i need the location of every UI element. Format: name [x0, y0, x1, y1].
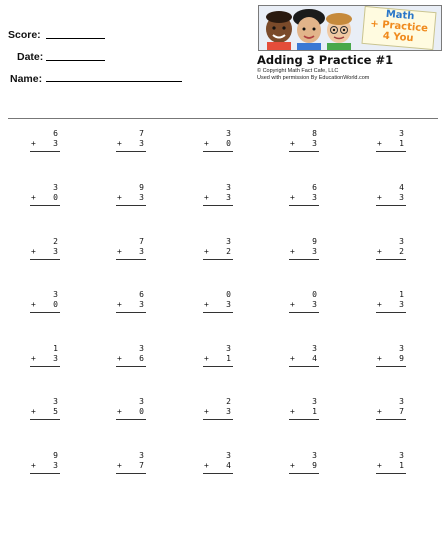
addition-problem: [114, 290, 146, 330]
problem-top-number: 3: [312, 397, 317, 406]
plus-sign: +: [31, 300, 36, 309]
permission-text: Used with permission By EducationWorld.com: [257, 75, 370, 81]
answer-line[interactable]: [376, 419, 406, 420]
problem-top-number: 3: [399, 397, 404, 406]
date-label: Date:: [17, 51, 44, 63]
problem-bottom-number: 3: [139, 193, 144, 202]
plus-sign: +: [31, 247, 36, 256]
plus-sign: +: [377, 247, 382, 256]
problem-bottom-number: 3: [139, 300, 144, 309]
problem-bottom-number: 9: [399, 354, 404, 363]
problem-top-number: 6: [53, 129, 58, 138]
addition-problem: [374, 129, 406, 169]
addition-problem: [201, 397, 233, 437]
problem-top-number: 4: [399, 183, 404, 192]
worksheet-title: Adding 3 Practice #1: [257, 53, 394, 67]
addition-problem: [374, 344, 406, 384]
problem-bottom-number: 1: [226, 354, 231, 363]
plus-sign: +: [290, 300, 295, 309]
answer-line[interactable]: [30, 419, 60, 420]
addition-problem: [28, 290, 60, 330]
problem-top-number: 3: [399, 129, 404, 138]
logo-line-1: Math: [385, 8, 415, 23]
answer-line[interactable]: [30, 473, 60, 474]
problem-top-number: 9: [312, 237, 317, 246]
problem-bottom-number: 9: [312, 461, 317, 470]
problem-bottom-number: 0: [226, 139, 231, 148]
plus-sign: +: [31, 354, 36, 363]
answer-line[interactable]: [30, 205, 60, 206]
plus-sign: +: [204, 300, 209, 309]
answer-line[interactable]: [203, 205, 233, 206]
problem-bottom-number: 1: [399, 139, 404, 148]
plus-sign: +: [117, 407, 122, 416]
problem-bottom-number: 4: [226, 461, 231, 470]
problem-top-number: 2: [226, 397, 231, 406]
problem-bottom-number: 3: [139, 139, 144, 148]
plus-sign: +: [204, 193, 209, 202]
problem-top-number: 3: [226, 237, 231, 246]
addition-problem: [28, 237, 60, 277]
problem-bottom-number: 3: [226, 300, 231, 309]
addition-problem: [374, 397, 406, 437]
problem-top-number: 0: [226, 290, 231, 299]
plus-sign: +: [377, 354, 382, 363]
answer-line[interactable]: [289, 366, 319, 367]
plus-sign: +: [31, 139, 36, 148]
plus-sign: +: [290, 407, 295, 416]
plus-sign: +: [117, 247, 122, 256]
addition-problem: [114, 451, 146, 491]
problem-top-number: 3: [53, 183, 58, 192]
problem-bottom-number: 7: [139, 461, 144, 470]
answer-line[interactable]: [203, 151, 233, 152]
problem-top-number: 3: [53, 290, 58, 299]
problem-bottom-number: 4: [312, 354, 317, 363]
answer-line[interactable]: [376, 151, 406, 152]
answer-line[interactable]: [376, 205, 406, 206]
problem-top-number: 3: [226, 451, 231, 460]
answer-line[interactable]: [289, 419, 319, 420]
problem-bottom-number: 7: [399, 407, 404, 416]
addition-problem: [374, 290, 406, 330]
answer-line[interactable]: [203, 259, 233, 260]
problem-bottom-number: 0: [53, 193, 58, 202]
problem-bottom-number: 3: [226, 193, 231, 202]
answer-line[interactable]: [376, 366, 406, 367]
plus-sign: +: [204, 247, 209, 256]
problem-top-number: 3: [226, 344, 231, 353]
plus-sign: +: [377, 461, 382, 470]
problem-bottom-number: 1: [312, 407, 317, 416]
addition-problem: [287, 290, 319, 330]
addition-problem: [114, 129, 146, 169]
answer-line[interactable]: [30, 151, 60, 152]
addition-problem: [287, 183, 319, 223]
addition-problem: [201, 344, 233, 384]
problem-top-number: 0: [312, 290, 317, 299]
problem-top-number: 3: [226, 129, 231, 138]
answer-line[interactable]: [116, 473, 146, 474]
problem-top-number: 1: [53, 344, 58, 353]
logo-line-3: 4 You: [382, 30, 414, 45]
addition-problem: [114, 237, 146, 277]
problem-bottom-number: 3: [312, 247, 317, 256]
problem-bottom-number: 0: [53, 300, 58, 309]
addition-problem: [374, 183, 406, 223]
plus-sign: +: [290, 354, 295, 363]
problem-bottom-number: 3: [53, 354, 58, 363]
problem-top-number: 3: [399, 451, 404, 460]
answer-line[interactable]: [116, 312, 146, 313]
answer-line[interactable]: [116, 205, 146, 206]
plus-sign: +: [117, 139, 122, 148]
answer-line[interactable]: [289, 205, 319, 206]
problem-top-number: 6: [139, 290, 144, 299]
name-label: Name:: [10, 73, 43, 85]
addition-problem: [201, 290, 233, 330]
answer-line[interactable]: [30, 312, 60, 313]
problem-bottom-number: 1: [399, 461, 404, 470]
addition-problem: [201, 129, 233, 169]
plus-sign: +: [204, 407, 209, 416]
problem-top-number: 3: [312, 344, 317, 353]
answer-line[interactable]: [376, 259, 406, 260]
answer-line[interactable]: [203, 473, 233, 474]
answer-line[interactable]: [30, 259, 60, 260]
answer-line[interactable]: [289, 151, 319, 152]
problem-bottom-number: 3: [312, 300, 317, 309]
plus-sign: +: [117, 193, 122, 202]
answer-line[interactable]: [203, 312, 233, 313]
plus-sign: +: [204, 139, 209, 148]
addition-problem: [114, 183, 146, 223]
addition-problem: [201, 237, 233, 277]
answer-line[interactable]: [376, 312, 406, 313]
problem-bottom-number: 3: [139, 247, 144, 256]
plus-sign: +: [290, 461, 295, 470]
addition-problem: [287, 397, 319, 437]
answer-line[interactable]: [289, 473, 319, 474]
problem-top-number: 3: [399, 344, 404, 353]
copyright-text: © Copyright Math Fact Cafe, LLC: [257, 68, 339, 74]
problem-top-number: 7: [139, 237, 144, 246]
answer-line[interactable]: [289, 312, 319, 313]
answer-line[interactable]: [203, 366, 233, 367]
plus-sign: +: [377, 407, 382, 416]
plus-sign: +: [204, 354, 209, 363]
addition-problem: [114, 397, 146, 437]
plus-sign: +: [377, 139, 382, 148]
problem-bottom-number: 3: [226, 407, 231, 416]
problem-bottom-number: 0: [139, 407, 144, 416]
score-label: Score:: [8, 29, 41, 41]
logo-line-2: + Practice: [369, 18, 429, 35]
plus-sign: +: [31, 461, 36, 470]
problem-top-number: 3: [139, 344, 144, 353]
plus-sign: +: [377, 193, 382, 202]
problem-top-number: 3: [139, 451, 144, 460]
problem-top-number: 2: [53, 237, 58, 246]
problem-bottom-number: 3: [399, 193, 404, 202]
problem-top-number: 1: [399, 290, 404, 299]
addition-problem: [287, 129, 319, 169]
addition-problem: [201, 183, 233, 223]
addition-problem: [201, 451, 233, 491]
answer-line[interactable]: [30, 366, 60, 367]
plus-sign: +: [290, 247, 295, 256]
addition-problem: [287, 451, 319, 491]
problem-bottom-number: 3: [312, 139, 317, 148]
problem-bottom-number: 3: [53, 139, 58, 148]
problem-top-number: 7: [139, 129, 144, 138]
problem-bottom-number: 3: [53, 247, 58, 256]
problem-top-number: 9: [139, 183, 144, 192]
problem-bottom-number: 3: [312, 193, 317, 202]
plus-sign: +: [377, 300, 382, 309]
problem-bottom-number: 6: [139, 354, 144, 363]
plus-sign: +: [31, 193, 36, 202]
plus-sign: +: [204, 461, 209, 470]
problem-bottom-number: 5: [53, 407, 58, 416]
addition-problem: [374, 237, 406, 277]
problem-top-number: 3: [312, 451, 317, 460]
addition-problem: [28, 397, 60, 437]
answer-line[interactable]: [116, 259, 146, 260]
addition-problem: [28, 344, 60, 384]
addition-problem: [374, 451, 406, 491]
addition-problem: [114, 344, 146, 384]
problem-top-number: 8: [312, 129, 317, 138]
addition-problem: [28, 183, 60, 223]
plus-sign: +: [117, 461, 122, 470]
plus-sign: +: [117, 300, 122, 309]
addition-problem: [28, 129, 60, 169]
answer-line[interactable]: [116, 151, 146, 152]
answer-line[interactable]: [289, 259, 319, 260]
answer-line[interactable]: [376, 473, 406, 474]
plus-sign: +: [117, 354, 122, 363]
problem-top-number: 3: [226, 183, 231, 192]
problem-top-number: 3: [53, 397, 58, 406]
plus-sign: +: [31, 407, 36, 416]
plus-sign: +: [290, 193, 295, 202]
problem-top-number: 6: [312, 183, 317, 192]
problem-top-number: 9: [53, 451, 58, 460]
addition-problem: [287, 344, 319, 384]
addition-problem: [287, 237, 319, 277]
problem-bottom-number: 2: [399, 247, 404, 256]
answer-line[interactable]: [116, 419, 146, 420]
problem-top-number: 3: [139, 397, 144, 406]
answer-line[interactable]: [203, 419, 233, 420]
problem-bottom-number: 3: [399, 300, 404, 309]
problem-top-number: 3: [399, 237, 404, 246]
problem-bottom-number: 3: [53, 461, 58, 470]
problem-bottom-number: 2: [226, 247, 231, 256]
answer-line[interactable]: [116, 366, 146, 367]
addition-problem: [28, 451, 60, 491]
plus-sign: +: [290, 139, 295, 148]
